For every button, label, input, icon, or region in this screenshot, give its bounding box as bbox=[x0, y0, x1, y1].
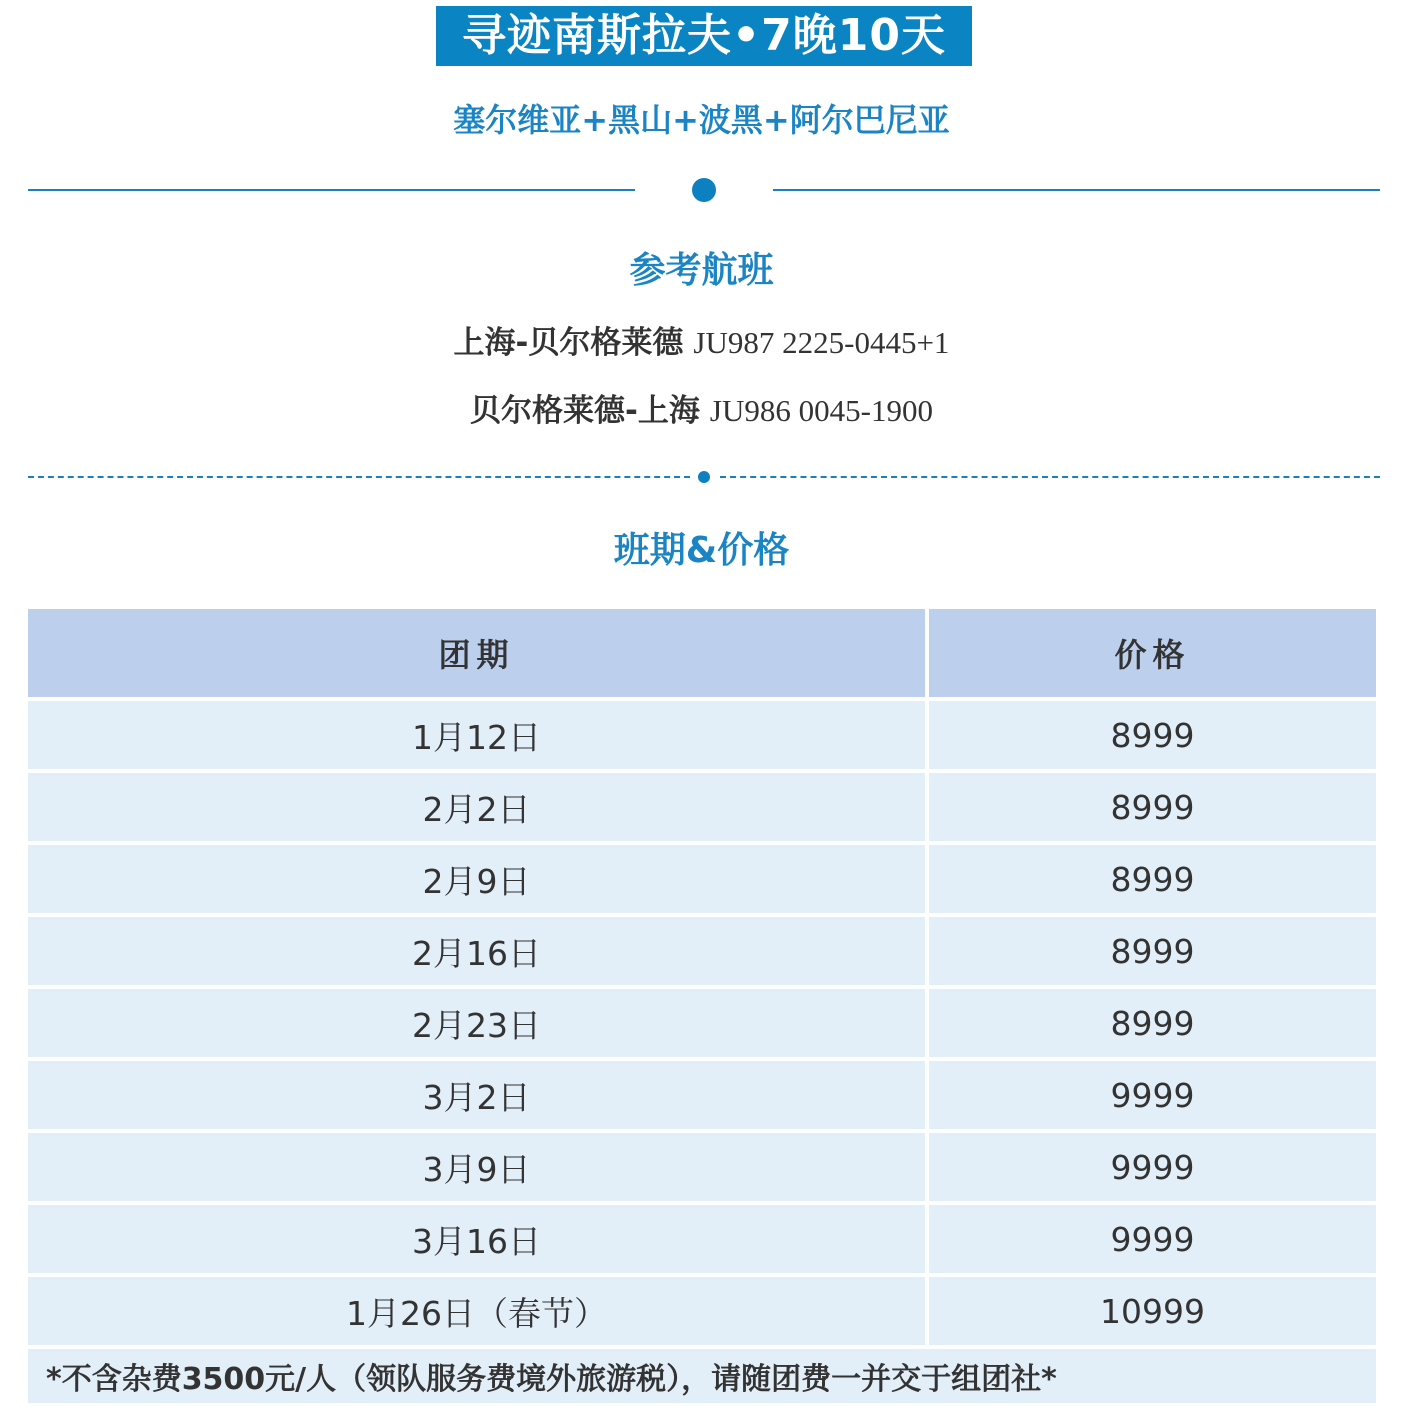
row-price: 8999 bbox=[927, 771, 1376, 843]
table-row bbox=[28, 915, 1376, 987]
row-price: 9999 bbox=[927, 1059, 1376, 1131]
row-date: 2月23日 bbox=[28, 987, 927, 1059]
fee-note: *不含杂费3500元/人（领队服务费境外旅游税），请随团费一并交于组团社* bbox=[28, 1347, 1376, 1403]
dashed-divider-right bbox=[720, 476, 1380, 478]
table-row bbox=[28, 987, 1376, 1059]
row-date: 3月16日 bbox=[28, 1203, 927, 1275]
price-table bbox=[28, 609, 1376, 1403]
flight-route: 上海-贝尔格莱德 bbox=[453, 325, 684, 361]
table-row bbox=[28, 1275, 1376, 1347]
schedule-heading: 班期&价格 bbox=[613, 530, 790, 571]
row-date: 3月2日 bbox=[28, 1059, 927, 1131]
flights-heading: 参考航班 bbox=[629, 250, 774, 291]
table-row bbox=[28, 843, 1376, 915]
row-price: 8999 bbox=[927, 699, 1376, 771]
row-price: 9999 bbox=[927, 1131, 1376, 1203]
table-row bbox=[28, 1203, 1376, 1275]
row-date: 1月12日 bbox=[28, 699, 927, 771]
row-date: 2月9日 bbox=[28, 843, 927, 915]
divider-dot-small-icon bbox=[698, 471, 710, 483]
flight-info: JU986 0045-1900 bbox=[709, 393, 933, 428]
table-row bbox=[28, 1131, 1376, 1203]
flight-item bbox=[0, 389, 1403, 433]
table-row bbox=[28, 771, 1376, 843]
column-header-date: 团期 bbox=[28, 609, 927, 699]
row-date: 1月26日（春节） bbox=[28, 1275, 927, 1347]
flight-route: 贝尔格莱德-上海 bbox=[470, 393, 700, 429]
table-row bbox=[28, 699, 1376, 771]
row-price: 8999 bbox=[927, 915, 1376, 987]
row-price: 9999 bbox=[927, 1203, 1376, 1275]
row-date: 2月16日 bbox=[28, 915, 927, 987]
row-price: 10999 bbox=[927, 1275, 1376, 1347]
page-title: 寻迹南斯拉夫•7晚10天 bbox=[436, 6, 972, 66]
divider-line-left bbox=[28, 189, 635, 191]
flight-info: JU987 2225-0445+1 bbox=[693, 325, 950, 360]
row-date: 2月2日 bbox=[28, 771, 927, 843]
row-price: 8999 bbox=[927, 987, 1376, 1059]
table-header-row bbox=[28, 609, 1376, 699]
divider-line-right bbox=[773, 189, 1380, 191]
column-header-price: 价格 bbox=[927, 609, 1376, 699]
note-row bbox=[28, 1347, 1376, 1403]
row-price: 8999 bbox=[927, 843, 1376, 915]
page-subtitle: 塞尔维亚+黑山+波黑+阿尔巴尼亚 bbox=[453, 101, 950, 139]
dashed-divider-left bbox=[28, 476, 690, 478]
row-date: 3月9日 bbox=[28, 1131, 927, 1203]
flight-item bbox=[0, 321, 1403, 365]
table-row bbox=[28, 1059, 1376, 1131]
divider-dot-icon bbox=[692, 178, 716, 202]
